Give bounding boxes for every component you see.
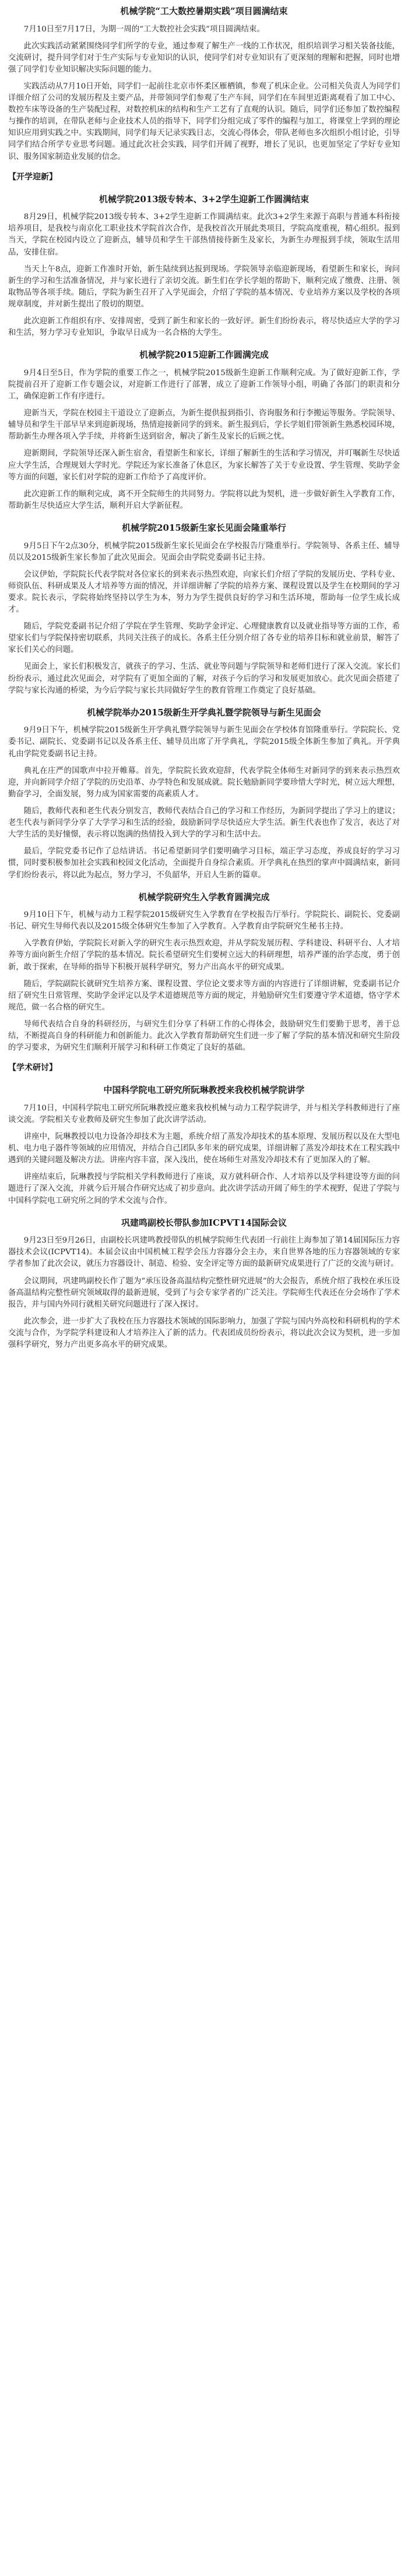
article-paragraph: 此次实践活动紧紧围绕同学们所学的专业，通过参观了解生产一线的工作状况，组织培训学习相关装备技能，交流研讨，提升同学们对于生产实际与专业知识的认识，使同学们对专业知识有了更深刻的理解和把握，同时也增强了同学们专业知识解决实际问题的能力。: [8, 41, 400, 74]
article-title: 机械学院“工大数控暑期实践”项目圆满结束: [120, 6, 288, 16]
article-paragraph: 导师代表结合自身的科研经历，与研究生们分享了科研工作的心得体会，鼓励研究生们要勤于思考，善于总结，不断提高自身的科研能力和创新能力。此次入学教育帮助研究生们进一步了解了学院的基本情况和研究生阶段的学习要求，为研究生们顺利开展学习和科研工作奠定了良好的基础。: [8, 1020, 400, 1053]
article-paragraph: 讲座结束后，阮琳教授与学院相关学科教师进行了座谈，双方就科研合作、人才培养以及学科建设等方面的问题进行了深入交流，并就今后开展合作研究达成了初步意向。此次讲学活动开阔了师生的学术视野，促进了学院与中国科学院电工研究所之间的学术交流与合作。: [8, 1173, 400, 1205]
article-paragraph: 实践活动从7月10日开始，同学们一起前往北京市怀柔区雁栖镇，参观了机床企业。公司相关负责人为同学们详细介绍了公司的发展历程及主要产品，并带领同学们参观了生产车间，同学们在车间里近距离观看了加工中心、数控车床等设备的生产装配过程，对数控机床的结构和生产工艺有了直观的认识。随后，同学们还参加了数控编程与操作的培训，在带队老师与企业技术人员的指导下，同学们分组完成了零件的编程与加工，将课堂上学到的理论知识应用到实践之中。实践期间，同学们每天记录实践日志，交流心得体会，带队老师也多次组织小组讨论，引导同学们结合所学专业思考问题。通过此次社会实践，同学们开阔了视野，增长了见识，也更加坚定了学好专业知识、服务国家制造业发展的信念。: [8, 82, 400, 161]
article-paragraph: 此次迎新工作组织有序、安排周密，受到了新生和家长的一致好评。新生们纷纷表示，将尽快适应大学的学习和生活，努力学习专业知识，争取早日成为一名合格的大学生。: [8, 317, 400, 338]
article-paragraph: 9月9日下午，机械学院2015级新生开学典礼暨学院领导与新生见面会在学校体育馆隆重举行。学院院长、党委书记、副院长、党委副书记以及各系主任、辅导员出席了开学典礼，学院2015级全体新生参加了典礼。开学典礼由学院党委副书记主持。: [8, 726, 400, 758]
article-paragraph: 迎新期间，学院领导还深入新生宿舍，看望新生和家长，详细了解新生的生活和学习情况，并叮嘱新生尽快适应大学生活，合理规划大学时光。学院还为家长准备了休息区，为家长解答了关于专业设置、学生管理、奖助学金等方面的问题，家长们对学院的迎新工作给予了高度评价。: [8, 449, 400, 482]
article-paragraph: 9月23日至9月26日，由副校长巩建鸣教授带队的机械学院师生代表团一行前往上海参加了第14届国际压力容器技术会议(ICPVT14)。本届会议由中国机械工程学会压力容器分会主办，来自世界各地的压力容器领域的专家学者参加了此次会议，就压力容器设计、制造、检验、安全评定等方面的最新研究成果进行了广泛的交流与研讨。: [8, 1236, 400, 1269]
article-icpvt14-conference: [8, 1216, 400, 1351]
article-paragraph: 7月10日，中国科学院电工研究所阮琳教授应邀来我校机械与动力工程学院讲学，并与相关学科教师进行了座谈交流。学院相关专业教师及研究生参加了此次讲学活动。: [8, 1103, 400, 1124]
article-paragraph: 9月10日下午，机械与动力工程学院2015级研究生入学教育在学校报告厅举行。学院院长、副院长、党委副书记、研究生导师代表以及2015级全体研究生参加了入学教育。入学教育由学院研究生秘书主持。: [8, 911, 400, 931]
section-label-welcome: 【开学迎新】: [8, 172, 57, 182]
article-title: 巩建鸣副校长带队参加ICPVT14国际会议: [121, 1217, 287, 1228]
article-2015-welcome: [8, 348, 400, 512]
article-graduate-orientation: [8, 891, 400, 1054]
article-paragraph: 此次参会，进一步扩大了我校在压力容器技术领域的国际影响力，加强了学院与国内外高校和科研机构的学术交流与合作，为学院学科建设和人才培养注入了新的活力。代表团成员纷纷表示，将以此次会议为契机，进一步加强科学研究，努力产出更多高水平的研究成果。: [8, 1317, 400, 1350]
article-2013-welcome: [8, 193, 400, 340]
article-paragraph: 入学教育伊始，学院院长对新入学的研究生表示热烈欢迎，并从学院发展历程、学科建设、科研平台、人才培养等方面向新生介绍了学院的基本情况。院长希望研究生们要树立远大的科研理想，培养严谨的治学态度，勇于创新，敢于探索，在导师的指导下积极开展科学研究，努力产出高水平的研究成果。: [8, 939, 400, 972]
article-paragraph: 迎新当天，学院在校园主干道设立了迎新点，为新生提供报到指引、咨询服务和行李搬运等服务。学院领导、辅导员和学生干部早早来到迎新现场，热情迎接新同学的到来。新生报到后，学长学姐们带领新生熟悉校园环境，帮助新生办理各项入学手续，并将新生送到宿舍，解决了新生及家长的后顾之忧。: [8, 409, 400, 442]
article-paragraph: 随后，教师代表和老生代表分别发言，教师代表结合自己的学习和工作经历，为新同学提出了学习上的建议；老生代表与新同学分享了大学学习和生活的经验，鼓励新同学尽快适应大学生活。新生代表也作了发言，表达了对大学生活的美好憧憬，表示将以饱满的热情投入到大学的学习和生活中去。: [8, 806, 400, 839]
article-paragraph: 9月5日下午2点30分，机械学院2015级新生家长见面会在学校报告厅隆重举行。学院领导、各系主任、辅导员以及2015级新生家长参加了此次见面会。见面会由学院党委副书记主持。: [8, 541, 400, 562]
article-summer-practice: [8, 5, 400, 163]
article-academic-lecture: [8, 1084, 400, 1206]
article-paragraph: 见面会上，家长们积极发言，就孩子的学习、生活、就业等问题与学院领导和老师们进行了深入交流。家长们纷纷表示，通过此次见面会，对学院有了更加全面的了解，对孩子今后的学习和发展更加放心。此次见面会搭建了学院与家长沟通的桥梁，为今后学院与家长共同做好学生的教育管理工作奠定了良好基础。: [8, 662, 400, 695]
article-paragraph: 7月10日至7月17日，为期一周的“工大数控社会实践”项目圆满结束。: [23, 24, 265, 34]
article-title: 中国科学院电工研究所阮琳教授来我校机械学院讲学: [103, 1085, 305, 1096]
article-paragraph: 典礼在庄严的国歌声中拉开帷幕。首先，学院院长致欢迎辞，代表学院全体师生对新同学的到来表示热烈欢迎，并向新同学介绍了学院的历史沿革、办学特色和发展成就。院长勉励新同学要珍惜大学时光，树立远大理想，勤奋学习，全面发展，努力成为国家需要的高素质人才。: [8, 766, 400, 799]
article-parents-meeting: [8, 521, 400, 697]
section-label-academic: 【学术研讨】: [8, 1063, 57, 1073]
article-paragraph: 最后，学院党委书记作了总结讲话。书记希望新同学们要明确学习目标，端正学习态度，养成良好的学习习惯，同时要积极参加社会实践和校园文化活动，全面提升自身综合素质。开学典礼在热烈的掌声中圆满结束，新同学们纷纷表示，将以此为起点，努力学习，不负韶华，开启人生新的篇章。: [8, 847, 400, 880]
article-paragraph: 讲座中，阮琳教授以电力设备冷却技术为主题，系统介绍了蒸发冷却技术的基本原理、发展历程以及在大型电机、电力电子器件等领域的应用情况，并结合自己团队多年来的研究成果，详细讲解了蒸发冷却技术在工程实践中遇到的关键问题及解决方法。讲座内容丰富，深入浅出，使在场师生对蒸发冷却技术有了更加深入的了解。: [8, 1132, 400, 1165]
article-title: 机械学院2013级专转本、3+2学生迎新工作圆满结束: [99, 193, 309, 204]
article-paragraph: 此次迎新工作的顺利完成，离不开全院师生的共同努力。学院将以此为契机，进一步做好新生入学教育工作，帮助新生尽快适应大学生活，顺利开启大学新征程。: [8, 489, 400, 510]
article-paragraph: 8月29日，机械学院2013级专转本、3+2学生迎新工作圆满结束。此次3+2学生来源于高职与普通本科衔接培养项目，是我校与南京化工职业技术学院首次合作，是我校首次开展此类项目，学院高度重视，精心组织。报到当天，学院在校园内设立了迎新点，辅导员和学生干部热情接待新生及家长，为新生办理报到手续，领取生活用品，安排住宿。: [8, 213, 400, 257]
article-paragraph: 随后，学院副院长就研究生培养方案、课程设置、学位论文要求等方面的内容进行了详细讲解，党委副书记介绍了研究生日常管理、奖助学金评定以及学术道德规范等方面的规定，并勉励研究生们要遵守学术道德，恪守学术规范，做一名合格的研究生。: [8, 979, 400, 1012]
article-title: 机械学院研究生入学教育圆满完成: [138, 891, 270, 902]
article-paragraph: 当天上午8点，迎新工作准时开始，新生陆续到达报到现场。学院领导亲临迎新现场，看望新生和家长，询问新生的学习和生活准备情况，并与家长进行了亲切交流。新生们在学长学姐的帮助下，顺利完成了缴费、注册、领取物品等各项手续。随后，学院为新生召开了入学见面会，介绍了学院的基本情况、专业培养方案以及学校的各项规章制度，并对新生提出了殷切的期望。: [8, 264, 400, 309]
article-paragraph: 随后，学院党委副书记介绍了学院在学生管理、奖助学金评定、心理健康教育以及就业指导等方面的工作，希望家长们与学院保持密切联系，共同关注孩子的成长。各系主任分别介绍了各专业的培养目标和就业前景，解答了家长们关心的问题。: [8, 622, 400, 655]
article-paragraph: 9月4日至5日，作为学院的重要工作之一，机械学院2015级新生迎新工作顺利完成。为了做好迎新工作，学院提前召开了迎新工作专题会议，对迎新工作进行了部署，成立了迎新工作领导小组，明确了各部门的职责和分工，确保迎新工作有序进行。: [8, 368, 400, 401]
article-title: 机械学院举办2015级新生开学典礼暨学院领导与新生见面会: [87, 707, 321, 718]
article-opening-ceremony: [8, 706, 400, 881]
article-title: 机械学院2015迎新工作圆满完成: [139, 350, 269, 361]
article-paragraph: 会议期间，巩建鸣副校长作了题为“承压设备高温结构完整性研究进展”的大会报告，系统介绍了我校在承压设备高温结构完整性研究领域取得的最新进展，受到了与会专家学者的广泛关注。学院师生代表还在分会场作了学术报告，并与国内外同行就相关研究问题进行了深入探讨。: [8, 1276, 400, 1309]
article-title: 机械学院2015级新生家长见面会隆重举行: [122, 523, 286, 533]
article-paragraph: 会议伊始，学院院长代表学院对各位家长的到来表示热烈欢迎，向家长们介绍了学院的发展历史、学科专业、师资队伍、科研成果及人才培养等方面的情况，并详细讲解了学院的培养方案、课程设置以及学生在校期间的学习要求。院长表示，学院将始终坚持以学生为本，努力为学生提供良好的学习和生活环境，帮助每一位学生成长成才。: [8, 570, 400, 615]
